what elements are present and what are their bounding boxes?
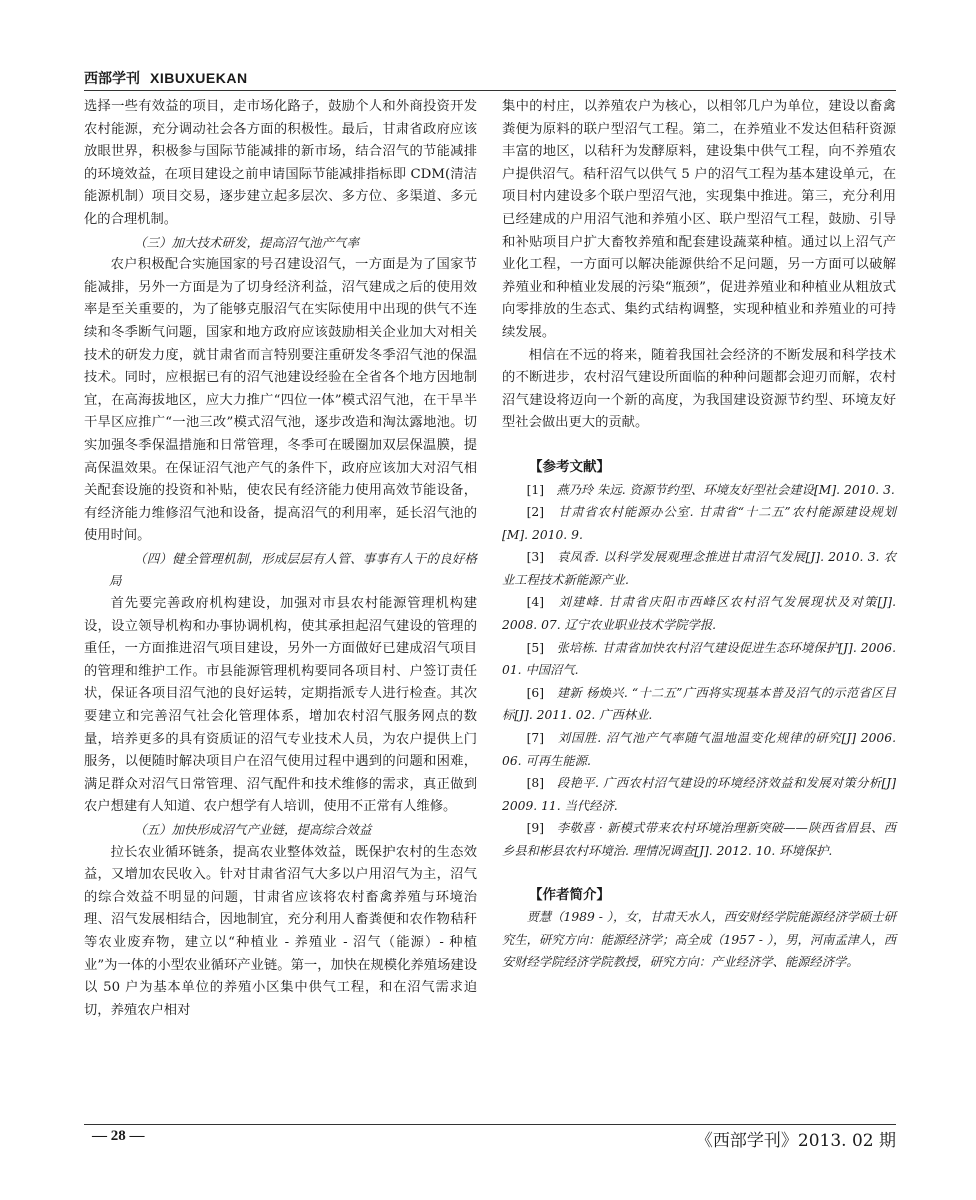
reference-text: 刘建峰. 甘肃省庆阳市西峰区农村沼气发展现状及对策[J]. 2008. 07. 辽宁农业职业技术学院学报.	[502, 595, 896, 633]
reference-item	[502, 637, 896, 682]
reference-number: [2]	[526, 505, 545, 520]
paragraph: 农户积极配合实施国家的号召建设沼气，一方面是为了国家节能减排，另外一方面是为了切身经济利益，沼气建成之后的使用效率是至关重要的，为了能够克服沼气在实际使用中出现的供气不连续和冬季断气问题，国家和地方政府应该鼓励相关企业加大对相关技术的研发力度，就甘肃省而言特别要注重研发冬季沼气池的保温技术。同时，应根据已有的沼气池建设经验在全省各个地方因地制宜，在高海拔地区，应大力推广“四位一体”模式沼气池，在干旱半干旱区应推广“一池三改”模式沼气池，逐步改造和淘汰露地池。切实加强冬季保温措施和日常管理，冬季可在暖圈加双层保温膜，提高保温效果。在保证沼气池产气的条件下，政府应该加大对沼气相关配套设施的投资和补贴，使农民有经济能力使用高效节能设备，有经济能力维修沼气池和设备，提高沼气的利用率，延长沼气池的使用时间。	[84, 257, 477, 544]
section-heading: （三）加大技术研发，提高沼气池产气率	[134, 234, 360, 250]
reference-text: 袁凤香. 以科学发展观理念推进甘肃沼气发展[J]. 2010. 3. 农业工程技术新能源产业.	[502, 550, 896, 587]
reference-item	[502, 817, 896, 862]
paragraph: 集中的村庄，以养殖农户为核心，以相邻几户为单位，建设以畜禽粪便为原料的联户型沼气工程。第二，在养殖业不发达但秸秆资源丰富的地区，以秸秆为发酵原料，建设集中供气工程，向不养殖农户提供沼气。秸秆沼气以供气 5 户的沼气工程为基本建设单元，在项目村内建设多个联户型沼气池，实现集中推进。第三，充分利用已经建成的户用沼气池和养殖小区、联户型沼气工程，鼓励、引导和补贴项目户扩大畜牧养殖和配套建设蔬菜种植。通过以上沼气产业化工程，一方面可以解决能源供给不足问题，另一方面可以破解养殖业和种植业发展的污染“瓶颈”，促进养殖业和种植业从粗放式向零排放的生态式、集约式结构调整，实现种植业和养殖业的可持续发展。	[502, 99, 896, 340]
journal-name-cn: 西部学刊	[84, 71, 140, 87]
footer-rule	[84, 1124, 896, 1125]
reference-text: 李敬喜 · 新模式带来农村环境治理新突破——陕西省眉县、西乡县和彬县农村环境治. 理情况调查[J]. 2012. 10. 环境保护.	[502, 821, 896, 858]
reference-item	[502, 501, 896, 546]
author-bio: 贾慧（1989 - ），女，甘肃天水人，西安财经学院能源经济学硕士研究生，研究方向：能源经济学；高全成（1957 - ），男，河南孟津人，西安财经学院经济学院教授，研究方向：产业经济学、能源经济学。	[502, 910, 896, 970]
reference-number: [3]	[526, 550, 545, 565]
reference-text: 段艳平. 广西农村沼气建设的环境经济效益和发展对策分析[J] 2009. 11. 当代经济.	[502, 776, 896, 813]
reference-number: [7]	[526, 731, 545, 746]
reference-number: [4]	[526, 595, 545, 610]
paragraph: 相信在不远的将来，随着我国社会经济的不断发展和科学技术的不断进步，农村沼气建设所面临的种种问题都会迎刃而解，农村沼气建设将迈向一个新的高度，为我国建设资源节约型、环境友好型社会做出更大的贡献。	[502, 347, 896, 431]
right-column	[502, 96, 896, 974]
reference-item	[502, 479, 896, 502]
reference-item	[502, 591, 896, 636]
reference-number: [1]	[526, 482, 545, 497]
reference-text: 燕乃玲 朱远. 资源节约型、环境友好型社会建设[M]. 2010. 3.	[556, 482, 895, 497]
references-title: 【参考文献】	[529, 458, 610, 475]
reference-text: 甘肃省农村能源办公室. 甘肃省“十二五”农村能源建设规划[M]. 2010. 9.	[502, 505, 896, 542]
section-heading: （四）健全管理机制，形成层层有人管、事事有人干的良好格局	[109, 550, 477, 589]
references-list	[502, 479, 896, 863]
page-number: — 28 —	[92, 1128, 145, 1144]
reference-text: 张培栋. 甘肃省加快农村沼气建设促进生态环境保护[J]. 2006. 01. 中国沼气.	[502, 640, 896, 678]
paragraph: 首先要完善政府机构建设，加强对市县农村能源管理机构建设，设立领导机构和办事协调机构，使其承担起沼气建设的管理的重任，一方面推进沼气项目建设，另外一方面做好已建成沼气项目的管理和维护工作。市县能源管理机构要同各项目村、户签订责任状，保证各项目沼气池的良好运转，定期指派专人进行检查。其次要建立和完善沼气社会化管理体系，增加农村沼气服务网点的数量，培养更多的具有资质证的沼气专业技术人员，为农户提供上门服务，以便随时解决项目户在沼气使用过程中遇到的问题和困难，满足群众对沼气日常管理、沼气配件和技术维修的需求，真正做到农户想建有人知道、农户想学有人培训，使用不正常有人维修。	[84, 596, 477, 815]
reference-text: 刘国胜. 沼气池产气率随气温地温变化规律的研究[J] 2006. 06. 可再生能源.	[502, 731, 896, 768]
paragraph: 选择一些有效益的项目，走市场化路子，鼓励个人和外商投资开发农村能源，充分调动社会各方面的积极性。最后，甘肃省政府应该放眼世界，积极参与国际节能减排的新市场，结合沼气的节能减排的环境效益，在项目建设之前申请国际节能减排指标即 CDM(清洁能源机制）项目交易，逐步建立起多层次、多方位、多渠道、多元化的合理机制。	[84, 99, 477, 227]
paragraph: 拉长农业循环链条，提高农业整体效益，既保护农村的生态效益，又增加农民收入。针对甘肃省沼气大多以户用沼气为主，沼气的综合效益不明显的问题，甘肃省应该将农村畜禽养殖与环境治理、沼气发展相结合，因地制宜，充分利用人畜粪便和农作物秸秆等农业废弃物，建立以“种植业 - 养殖业 - 沼气（能源）- 种植业”为一体的小型农业循环产业链。第一，加快在规模化养殖场建设以 50 户为基本单位的养殖小区集中供气工程，和在沼气需求迫切，养殖农户相对	[84, 844, 478, 1018]
section-heading: （五）加快形成沼气产业链，提高综合效益	[134, 822, 372, 837]
reference-item	[502, 546, 896, 591]
reference-item	[502, 727, 896, 772]
reference-item	[502, 772, 896, 817]
reference-text: 建新 杨焕兴. “十二五”广西将实现基本普及沼气的示范省区目标[J]. 2011. 02. 广西林业.	[502, 685, 896, 723]
reference-number: [6]	[526, 685, 545, 700]
author-bio-title: 【作者简介】	[529, 886, 610, 903]
running-header	[84, 68, 896, 91]
reference-item	[502, 682, 896, 727]
reference-number: [9]	[526, 821, 545, 836]
reference-number: [5]	[526, 640, 545, 655]
journal-name-en: XIBUXUEKAN	[150, 70, 248, 86]
left-column	[84, 96, 477, 1022]
reference-number: [8]	[526, 776, 545, 791]
issue-label: 《西部学刊》2013. 02 期	[695, 1131, 896, 1151]
